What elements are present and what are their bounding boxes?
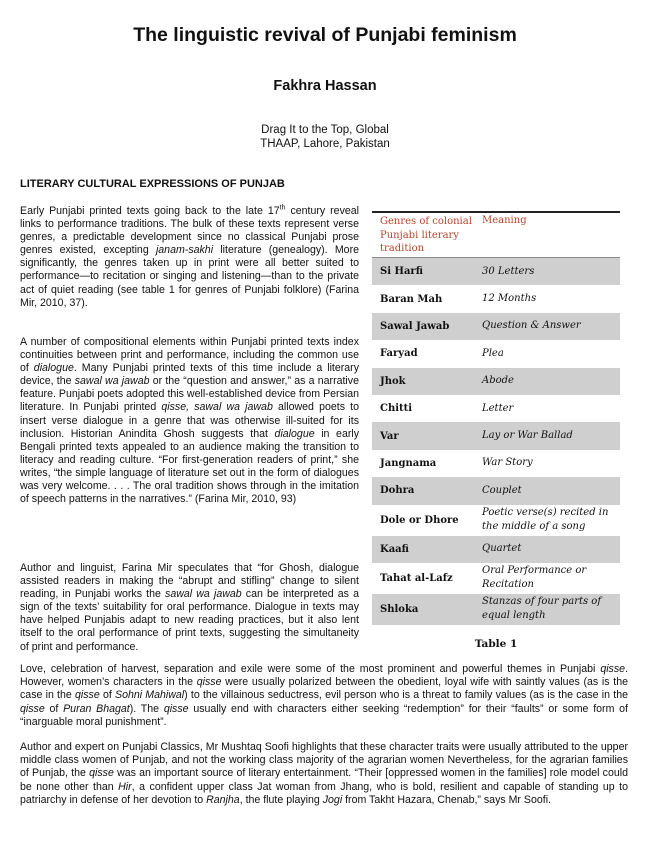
genres-table bbox=[372, 211, 620, 625]
meaning-cell: Couplet bbox=[482, 484, 522, 496]
genre-cell: Chitti bbox=[380, 403, 413, 415]
meaning-cell: Stanzas of four parts of equal length bbox=[482, 596, 602, 622]
table-row bbox=[372, 395, 620, 422]
affiliation-line-1: Drag It to the Top, Global bbox=[261, 124, 389, 136]
table-body bbox=[372, 257, 620, 625]
table-caption: Table 1 bbox=[474, 638, 518, 650]
genre-cell: Sawal Jawab bbox=[380, 320, 450, 332]
genre-cell: Si Harfi bbox=[380, 266, 423, 278]
paragraph-3: Author and linguist, Farina Mir speculates that “for Ghosh, dialogue assisted readers in making the “abrupt and stifling” change to silent reading, in Punjabi works the sawal wa jawab can be interpreted as a sign of the texts’ suitability for oral performance. Dialogue in texts may have helped Punjabis adapt to new reading practices, but it also lent itself to the oral performance of print texts, suggesting the simultaneity of print and performance. bbox=[20, 562, 359, 653]
table-row bbox=[372, 422, 620, 449]
author-name: Fakhra Hassan bbox=[273, 78, 377, 94]
meaning-cell: Question & Answer bbox=[482, 320, 581, 332]
paragraph-1: Early Punjabi printed texts going back to the late 17th century reveal links to performance traditions. The bulk of these texts represent verse genres, a predictable development since no classical Punjabi prose genres existed, excepting janam-sakhi literature (genealogy). More significantly, the genres taken up in print were all better suited to performance—to recitation or singing and listening—than to the private act of quiet reading (see table 1 for genres of Punjabi folklore) (Farina Mir, 2010, 37). bbox=[20, 204, 360, 309]
meaning-cell: Lay or War Ballad bbox=[482, 430, 573, 442]
genre-cell: Jhok bbox=[380, 375, 406, 387]
table-row bbox=[372, 505, 620, 536]
table-row bbox=[372, 536, 620, 563]
affiliation-line-2: THAAP, Lahore, Pakistan bbox=[260, 138, 390, 150]
genre-cell: Tahat al-Lafz bbox=[380, 572, 453, 584]
table-header-genres: Genres of colonial Punjabi literary tradition bbox=[380, 216, 472, 254]
table-row bbox=[372, 594, 620, 625]
page-title: The linguistic revival of Punjabi feminism bbox=[133, 24, 517, 46]
table-header-meaning: Meaning bbox=[482, 215, 527, 226]
table-row bbox=[372, 563, 620, 594]
meaning-cell: Poetic verse(s) recited in the middle of a song bbox=[482, 507, 609, 533]
paragraph-4: Love, celebration of harvest, separation and exile were some of the most prominent and powerful themes in Punjabi qisse. However, women’s characters in the qisse were usually polarized between the obedient, loyal wife with saintly values (as is the case in the qisse of Sohni Mahiwal) to the villainous seductress, evil person who is a threat to family values (as is the case in the qisse of Puran Bhagat). The qisse usually end with characters either seeking “redemption” for their “faults” or some form of “inarguable moral punishment”. bbox=[20, 663, 628, 728]
table-row bbox=[372, 313, 620, 340]
table-header bbox=[372, 213, 620, 257]
genre-cell: Baran Mah bbox=[380, 293, 443, 305]
meaning-cell: Plea bbox=[482, 347, 504, 359]
genre-cell: Jangnama bbox=[380, 457, 437, 469]
genre-cell: Kaafi bbox=[380, 543, 409, 555]
meaning-cell: War Story bbox=[482, 457, 533, 469]
table-row bbox=[372, 450, 620, 477]
genre-cell: Dohra bbox=[380, 485, 415, 497]
paragraph-2: A number of compositional elements within Punjabi printed texts index continuities between print and performance, including the common use of dialogue. Many Punjabi printed texts of this time include a literary device, the sawal wa jawab or the “question and answer,” as a narrative feature. Punjabi poets adopted this well-established device from Persian literature. In Punjabi printed qisse, sawal wa jawab allowed poets to insert verse dialogue in a genre that was otherwise ill-suited for its inclusion. Historian Anindita Ghosh suggests that dialogue in early Bengali printed texts appealed to an audience making the transition to literacy and reading culture. “For first-generation readers of print,” she writes, “the simple language of literature set out in the form of dialogues was very welcome. . . . The oral tradition shows through in the imitation of speech patterns in the narratives.” (Farina Mir, 2010, 93) bbox=[20, 336, 360, 506]
table-row bbox=[372, 285, 620, 312]
meaning-cell: Letter bbox=[482, 402, 514, 414]
meaning-cell: 12 Months bbox=[482, 293, 537, 305]
meaning-cell: Abode bbox=[482, 375, 514, 387]
genre-cell: Faryad bbox=[380, 348, 418, 360]
table-row bbox=[372, 257, 620, 285]
table-row bbox=[372, 477, 620, 504]
table-row bbox=[372, 340, 620, 367]
meaning-cell: 30 Letters bbox=[482, 265, 535, 277]
meaning-cell: Quartet bbox=[482, 543, 522, 555]
section-heading: LITERARY CULTURAL EXPRESSIONS OF PUNJAB bbox=[20, 178, 285, 190]
meaning-cell: Oral Performance or Recitation bbox=[482, 565, 587, 591]
genre-cell: Dole or Dhore bbox=[380, 514, 459, 526]
table-row bbox=[372, 368, 620, 395]
genre-cell: Shloka bbox=[380, 603, 419, 615]
genre-cell: Var bbox=[380, 430, 399, 442]
paragraph-5: Author and expert on Punjabi Classics, Mr Mushtaq Soofi highlights that these character traits were usually attributed to the upper middle class women of Punjab, and not the working class majority of the agrarian women Nevertheless, for the agrarian families of Punjab, the qisse was an important source of literary entertainment. “Their [oppressed women in the families] role model could be none other than Hir, a confident upper class Jat woman from Jhang, who is bold, resilient and capable of standing up to patriarchy in defense of her devotion to Ranjha, the flute playing Jogi from Takht Hazara, Chenab,” says Mr Soofi. bbox=[20, 741, 629, 806]
